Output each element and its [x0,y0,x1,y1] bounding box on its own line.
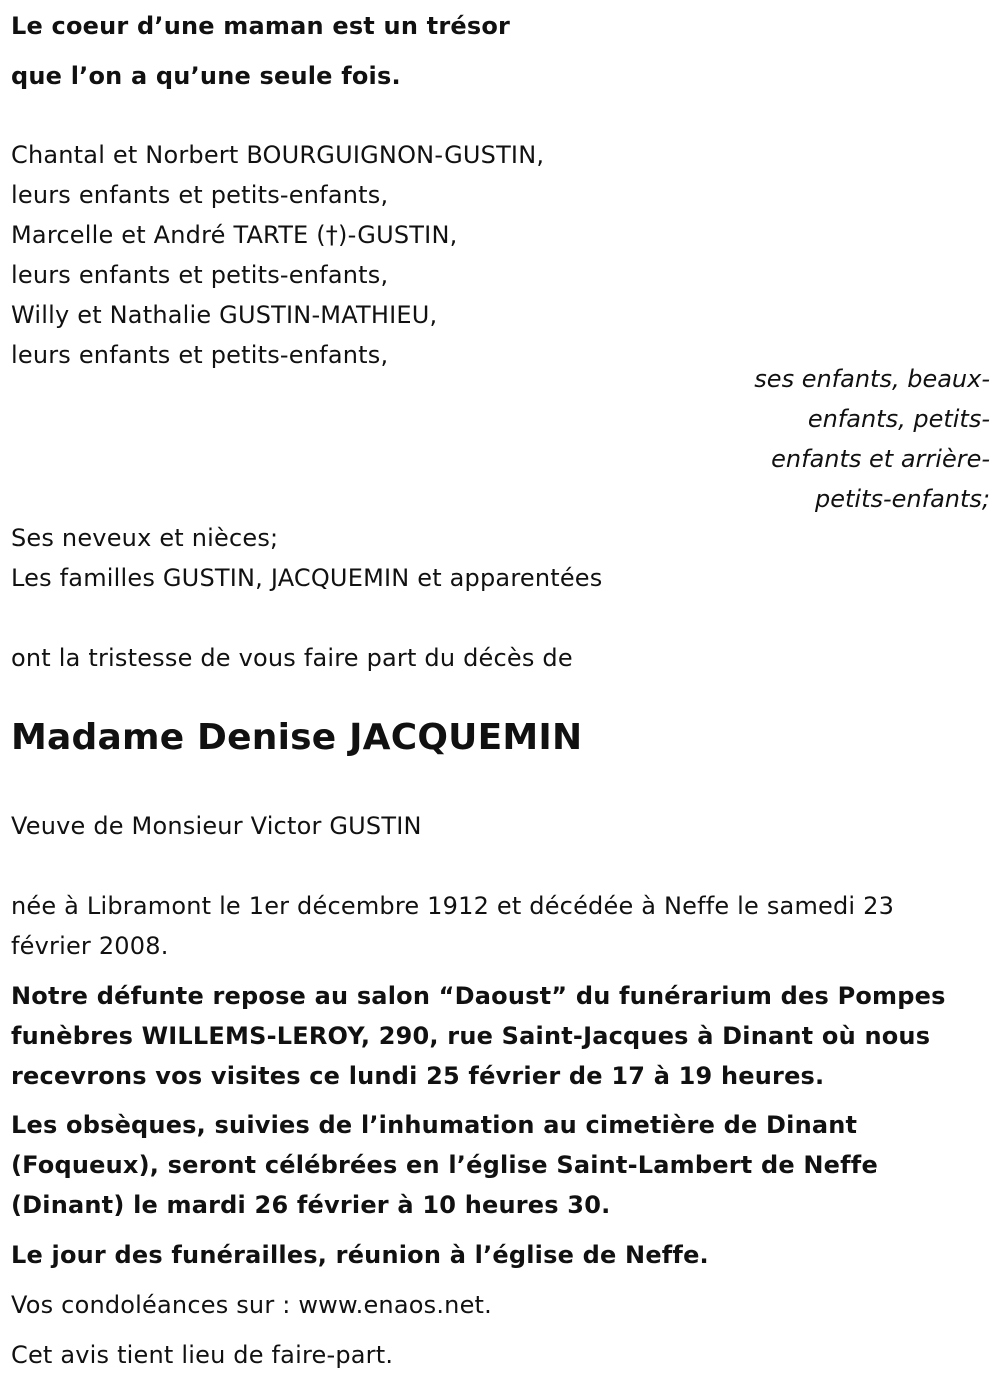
family-line: leurs enfants et petits-enfants, [11,341,389,369]
visitation-line: Notre défunte repose au salon “Daoust” du funérarium des Pompes [11,982,946,1010]
condolences-line: Vos condoléances sur : www.enaos.net. [11,1291,492,1319]
meeting-line: Le jour des funérailles, réunion à l’église de Neffe. [11,1241,709,1269]
family-line: Marcelle et André TARTE (†)-GUSTIN, [11,221,458,249]
visitation-line: funèbres WILLEMS-LEROY, 290, rue Saint-Jacques à Dinant où nous [11,1022,931,1050]
relation-block [690,359,990,519]
family-line: leurs enfants et petits-enfants, [11,181,389,209]
deceased-name: Madame Denise JACQUEMIN [11,717,583,758]
motto-line-1: Le coeur d’une maman est un trésor [11,12,511,40]
funeral-line: (Foqueux), seront célébrées en l’église Saint-Lambert de Neffe [11,1151,878,1179]
funeral-line: (Dinant) le mardi 26 février à 10 heures 30. [11,1191,611,1219]
family-line: Willy et Nathalie GUSTIN-MATHIEU, [11,301,438,329]
relatives-line: Les familles GUSTIN, JACQUEMIN et apparentées [11,564,603,592]
family-line: leurs enfants et petits-enfants, [11,261,389,289]
birth-death-line: née à Libramont le 1er décembre 1912 et décédée à Neffe le samedi 23 [11,892,895,920]
funeral-line: Les obsèques, suivies de l’inhumation au cimetière de Dinant [11,1111,858,1139]
relation-line: ses enfants, beaux- [754,365,990,393]
widow-of: Veuve de Monsieur Victor GUSTIN [11,812,422,840]
relatives-line: Ses neveux et nièces; [11,524,279,552]
birth-death-line: février 2008. [11,932,169,960]
notice-line: Cet avis tient lieu de faire-part. [11,1341,394,1369]
visitation-line: recevrons vos visites ce lundi 25 février de 17 à 19 heures. [11,1062,825,1090]
relation-line: enfants, petits- [807,405,990,433]
relation-line: petits-enfants; [815,485,990,513]
announcement: ont la tristesse de vous faire part du décès de [11,644,573,672]
relation-line: enfants et arrière- [771,445,990,473]
motto-line-2: que l’on a qu’une seule fois. [11,62,401,90]
family-line: Chantal et Norbert BOURGUIGNON-GUSTIN, [11,141,545,169]
